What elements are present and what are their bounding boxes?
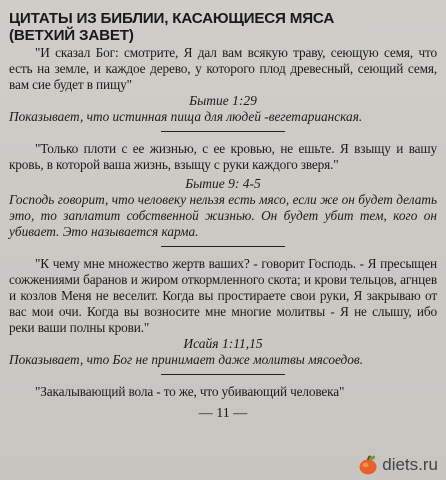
quote-1-text: "И сказал Бог: смотрите, Я дал вам всякую траву, сеющую семя, что есть на земле, и каждое дерево, у которого плод древесный, сеющий семя, вам сие будет в пищу" <box>9 45 437 92</box>
section-divider <box>161 374 285 375</box>
title-line-1: ЦИТАТЫ ИЗ БИБЛИИ, КАСАЮЩИЕСЯ МЯСА <box>9 10 335 27</box>
page-title <box>9 10 437 44</box>
quote-3-text: "К чему мне множество жертв ваших? - говорит Господь. - Я пресыщен сожжениями баранов и жиром откормленного скота; и крови тельцов, агнцев и козлов Меня не веселит. Когда вы простираете свои руки, Я закрываю от вас мои очи. Когда вы возносите мне многие молитвы - Я не слышу, ибо реки ваши полны крови." <box>9 256 437 335</box>
title-line-2: (ВЕТХИЙ ЗАВЕТ) <box>9 27 134 44</box>
logo-text: diets.ru <box>382 455 438 474</box>
apple-icon <box>357 454 379 476</box>
quote-3-commentary: Показывает, что Бог не принимает даже молитвы мясоедов. <box>9 352 364 367</box>
quote-1-commentary: Показывает, что истинная пища для людей -вегетарианская. <box>9 109 363 124</box>
quote-1-reference: Бытие 1:29 <box>189 93 257 108</box>
site-logo <box>357 454 438 476</box>
quote-3-reference: Исайя 1:11,15 <box>183 336 263 351</box>
quote-2-text: "Только плоти с ее жизнью, с ее кровью, не ешьте. Я взыщу и вашу кровь, в которой ваша жизнь, взыщу с руки каждого зверя." <box>9 141 437 172</box>
quote-4-text: "Закалывающий вола - то же, что убивающий человека" <box>35 384 345 399</box>
section-divider <box>161 246 285 247</box>
section-divider <box>161 131 285 132</box>
quote-2-commentary: Господь говорит, что человеку нельзя есть мясо, если же он будет делать это, то заплатит собственной жизнью. Он будет убит тем, кого он убивает. Это называется карма. <box>9 192 437 239</box>
quote-2-reference: Бытие 9: 4-5 <box>185 176 261 191</box>
page-number: — 11 — <box>198 406 248 421</box>
